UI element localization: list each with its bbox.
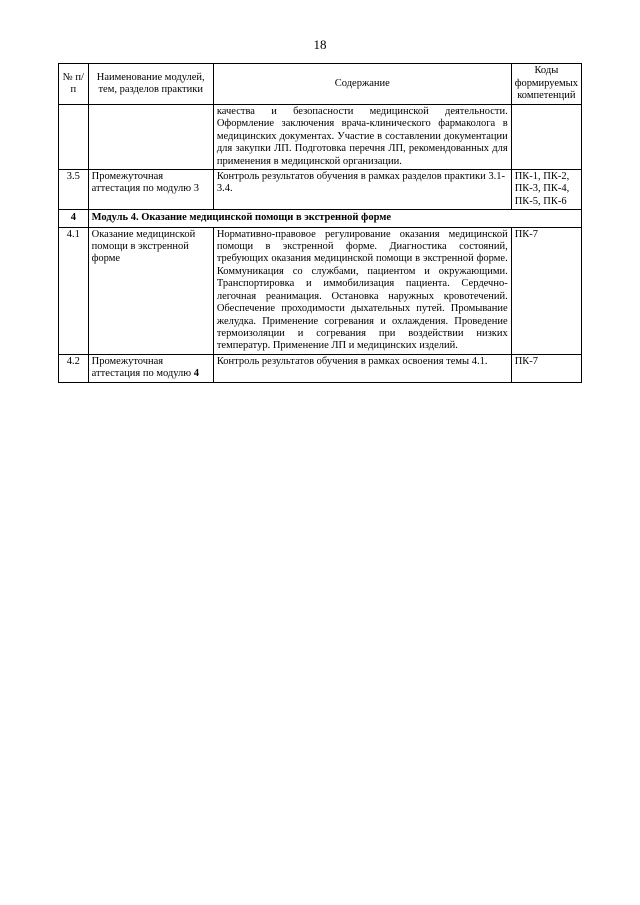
curriculum-table	[58, 63, 582, 383]
module-row	[59, 210, 582, 227]
module-num: 4	[59, 210, 89, 227]
row-content: Контроль результатов обучения в рамках освоения темы 4.1.	[213, 354, 511, 382]
header-num: № п/п	[59, 64, 89, 105]
header-content: Содержание	[213, 64, 511, 105]
row-codes: ПК-7	[511, 227, 581, 354]
table-row	[59, 170, 582, 210]
row-codes: ПК-1, ПК-2, ПК-3, ПК-4, ПК-5, ПК-6	[511, 170, 581, 210]
table-header-row	[59, 64, 582, 105]
row-num: 4.2	[59, 354, 89, 382]
row-num: 3.5	[59, 170, 89, 210]
row-name-module-number: 4	[193, 368, 200, 380]
page-number: 18	[313, 37, 327, 52]
header-codes: Коды формируемых компетенций	[511, 64, 581, 105]
row-codes: ПК-7	[511, 354, 581, 382]
table-row	[59, 227, 582, 354]
row-name-text: Промежуточная аттестация по модулю	[91, 355, 192, 380]
table-row	[59, 354, 582, 382]
row-content: Контроль результатов обучения в рамках разделов практики 3.1-3.4.	[213, 170, 511, 210]
table-row	[59, 105, 582, 170]
row-content: качества и безопасности медицинской деятельности. Оформление заключения врача-клинического фармаколога в медицинских документах. Участие в составлении документации для закупки ЛП. Подготовка перечня ЛП, рекомендованных для применения в медицинской организации.	[213, 105, 511, 170]
row-name	[88, 105, 213, 170]
module-title: Модуль 4. Оказание медицинской помощи в экстренной форме	[88, 210, 581, 227]
row-codes	[511, 105, 581, 170]
row-num	[59, 105, 89, 170]
row-num: 4.1	[59, 227, 89, 354]
row-name	[88, 354, 213, 382]
header-name: Наименование модулей, тем, разделов практики	[88, 64, 213, 105]
row-content: Нормативно-правовое регулирование оказания медицинской помощи в экстренной форме. Диагностика состояний, требующих оказания медицинской помощи в экстренной форме. Коммуникация со службами, пациентом и окружающими. Транспортировка и иммобилизация пациента. Сердечно-легочная реанимация. Остановка наружных кровотечений. Обеспечение проходимости дыхательных путей. Промывание желудка. Применение согревания и охлаждения. Проведение термоизоляции и согревания при воздействии низких температур. Применение ЛП и медицинских изделий.	[213, 227, 511, 354]
row-name: Промежуточная аттестация по модулю 3	[88, 170, 213, 210]
row-name: Оказание медицинской помощи в экстренной форме	[88, 227, 213, 354]
